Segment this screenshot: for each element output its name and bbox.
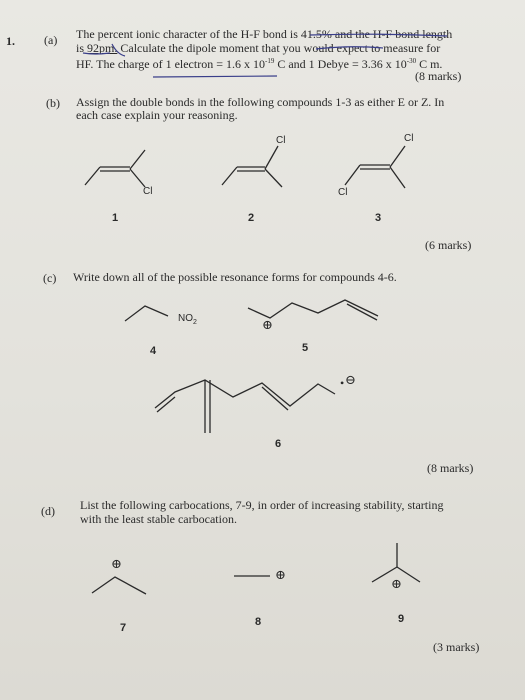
compound-3-number: 3	[375, 212, 382, 224]
compound-7-structure	[92, 577, 146, 594]
part-b-marks: (6 marks)	[425, 238, 472, 252]
compound-4-no2-label: $NO_2$	[178, 313, 197, 326]
compound-3-cl-label-right: Cl	[404, 133, 414, 144]
compound-9-plus-charge: ⊕	[391, 576, 402, 591]
compound-8-plus-charge: ⊕	[275, 567, 286, 582]
part-d-line1: List the following carbocations, 7-9, in order of increasing stability, starting	[80, 498, 444, 512]
compound-6-number: 6	[275, 438, 282, 450]
part-c-line1: Write down all of the possible resonance forms for compounds 4-6.	[73, 270, 397, 284]
compound-3-cl-label-left: Cl	[338, 187, 348, 198]
part-c-label: (c)	[43, 271, 57, 285]
part-a-marks: (8 marks)	[415, 69, 462, 83]
part-d-line2: with the least stable carbocation.	[80, 512, 237, 526]
part-b-line2: each case explain your reasoning.	[76, 108, 238, 122]
part-a-line2: is 92pm. Calculate the dipole moment that you would expect to measure for	[76, 41, 441, 55]
part-b-line1: Assign the double bonds in the following compounds 1-3 as either E or Z. In	[76, 95, 445, 109]
compound-5-plus-charge: ⊕	[262, 317, 273, 332]
part-a-line1: The percent ionic character of the H-F bond is 41.5% and the H-F bond length	[76, 27, 453, 41]
compound-4-number: 4	[150, 345, 157, 357]
compound-6-structure	[155, 380, 335, 433]
part-d-marks: (3 marks)	[433, 640, 480, 654]
compound-5-structure	[248, 300, 378, 320]
compound-2-structure	[222, 146, 282, 187]
part-a-label: (a)	[44, 33, 58, 47]
compound-1-cl-label: Cl	[143, 186, 153, 197]
compound-1-number: 1	[112, 212, 119, 224]
compound-2-number: 2	[248, 212, 255, 224]
compound-6-radical-dot: •	[340, 376, 345, 390]
compound-8-number: 8	[255, 616, 262, 628]
compound-7-number: 7	[120, 622, 127, 634]
part-b-label: (b)	[46, 96, 60, 110]
part-a-line3: HF. The charge of 1 electron = 1.6 x $10^{-19}$ C and 1 Debye = 3.36 x $10^{-30}$ C m.	[76, 57, 443, 71]
compound-4-structure	[125, 306, 168, 321]
compound-3-structure	[345, 146, 405, 188]
compound-1-structure	[85, 150, 145, 187]
compound-7-plus-charge: ⊕	[111, 556, 122, 571]
question-number: 1.	[6, 34, 15, 48]
compound-9-number: 9	[398, 613, 405, 625]
part-c-marks: (8 marks)	[427, 461, 474, 475]
compound-5-number: 5	[302, 342, 309, 354]
pen-annotations	[83, 34, 447, 77]
compound-6-minus-charge: ⊖	[345, 372, 356, 387]
part-d-label: (d)	[41, 504, 55, 518]
compound-2-cl-label: Cl	[276, 135, 286, 146]
compound-9-structure	[372, 543, 420, 582]
